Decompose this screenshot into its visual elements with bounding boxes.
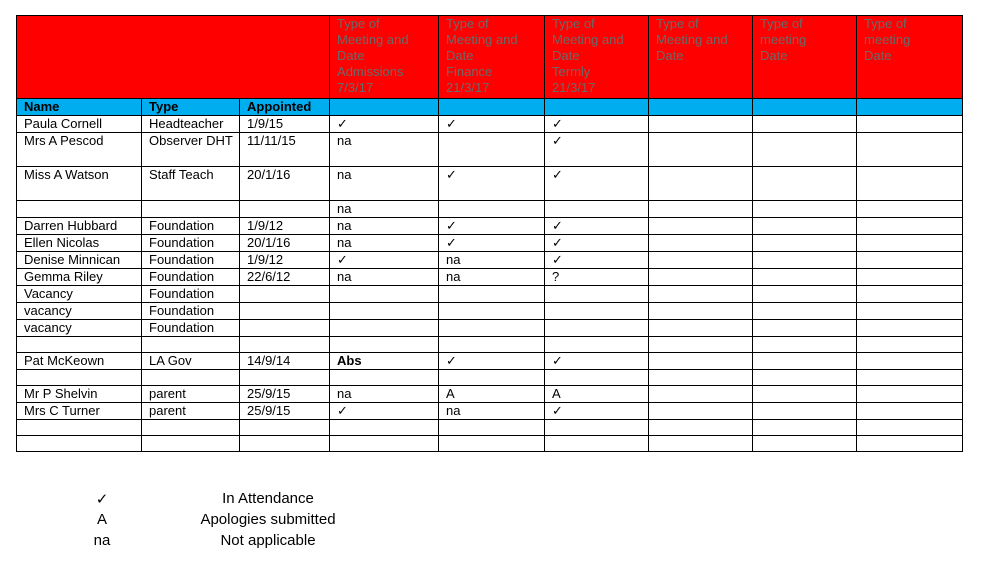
meeting-3-cell xyxy=(545,420,649,436)
meeting-4-cell xyxy=(649,370,753,386)
meeting-1-cell: na xyxy=(330,235,439,252)
name-cell: Mr P Shelvin xyxy=(17,386,142,403)
name-cell xyxy=(17,370,142,386)
table-row xyxy=(17,353,963,370)
legend-meaning-not-applicable: Not applicable xyxy=(220,532,316,549)
meeting-2-cell xyxy=(439,436,545,452)
meeting-3-cell: ✓ xyxy=(545,353,649,370)
column-header-row xyxy=(17,99,963,116)
table-row xyxy=(17,167,963,201)
legend-symbol-not-applicable: na xyxy=(93,532,111,549)
meeting-2-cell: ✓ xyxy=(439,218,545,235)
meeting-5-cell xyxy=(753,201,857,218)
meeting-2-cell: na xyxy=(439,269,545,286)
meeting-3-cell: ✓ xyxy=(545,133,649,167)
type-cell xyxy=(142,436,240,452)
meeting-2-cell xyxy=(439,201,545,218)
type-cell: Foundation xyxy=(142,252,240,269)
type-cell xyxy=(142,420,240,436)
meeting-3-cell xyxy=(545,201,649,218)
name-cell: Ellen Nicolas xyxy=(17,235,142,252)
meeting-6-cell xyxy=(857,218,963,235)
meeting-6-cell xyxy=(857,269,963,286)
meeting-6-cell xyxy=(857,167,963,201)
legend-symbol-apologies: A xyxy=(96,511,107,528)
meeting-2-cell: ✓ xyxy=(439,235,545,252)
meeting-5-cell xyxy=(753,116,857,133)
table-row xyxy=(17,252,963,269)
appointed-cell: 25/9/15 xyxy=(240,386,330,403)
appointed-cell xyxy=(240,420,330,436)
type-cell xyxy=(142,201,240,218)
meeting-5-cell xyxy=(753,337,857,353)
name-cell xyxy=(17,201,142,218)
meeting-1-cell: na xyxy=(330,133,439,167)
meeting-3-cell: A xyxy=(545,386,649,403)
meeting-3-cell xyxy=(545,370,649,386)
appointed-cell xyxy=(240,303,330,320)
name-cell: Vacancy xyxy=(17,286,142,303)
meeting-2-cell: ✓ xyxy=(439,353,545,370)
type-cell: Foundation xyxy=(142,235,240,252)
name-cell: Darren Hubbard xyxy=(17,218,142,235)
meeting-2-cell: ✓ xyxy=(439,116,545,133)
meeting-6-cell xyxy=(857,353,963,370)
appointed-cell: 22/6/12 xyxy=(240,269,330,286)
name-cell xyxy=(17,337,142,353)
meeting-1-cell xyxy=(330,286,439,303)
meeting-2-cell xyxy=(439,370,545,386)
column-header-type: Type xyxy=(142,99,240,116)
appointed-cell: 20/1/16 xyxy=(240,235,330,252)
meeting-5-cell xyxy=(753,403,857,420)
meeting-header-3: Type of Meeting and Date Termly 21/3/17 xyxy=(545,16,649,99)
meeting-6-cell xyxy=(857,386,963,403)
type-cell: Staff Teach xyxy=(142,167,240,201)
meeting-6-cell xyxy=(857,320,963,337)
column-header-appointed: Appointed xyxy=(240,99,330,116)
meeting-5-cell xyxy=(753,436,857,452)
meeting-1-cell: na xyxy=(330,269,439,286)
meeting-4-cell xyxy=(649,386,753,403)
meeting-1-cell: na xyxy=(330,386,439,403)
name-cell: Mrs A Pescod xyxy=(17,133,142,167)
meeting-3-cell: ✓ xyxy=(545,116,649,133)
meeting-2-cell: na xyxy=(439,403,545,420)
appointed-cell: 1/9/12 xyxy=(240,252,330,269)
legend-meaning-attendance: In Attendance xyxy=(222,490,314,507)
attendance-table xyxy=(16,15,963,452)
name-cell: Pat McKeown xyxy=(17,353,142,370)
meeting-4-cell xyxy=(649,235,753,252)
table-row xyxy=(17,436,963,452)
name-cell: Denise Minnican xyxy=(17,252,142,269)
meeting-header-6: Type of meeting Date xyxy=(857,16,963,99)
meeting-3-cell xyxy=(545,436,649,452)
meeting-5-cell xyxy=(753,252,857,269)
meeting-header-4: Type of Meeting and Date xyxy=(649,16,753,99)
type-cell: Foundation xyxy=(142,218,240,235)
meeting-2-cell xyxy=(439,286,545,303)
meeting-3-cell xyxy=(545,337,649,353)
meeting-4-cell xyxy=(649,320,753,337)
meeting-4-cell xyxy=(649,303,753,320)
meeting-header-2: Type of Meeting and Date Finance 21/3/17 xyxy=(439,16,545,99)
meeting-3-cell xyxy=(545,320,649,337)
type-cell: parent xyxy=(142,403,240,420)
meeting-6-cell xyxy=(857,116,963,133)
meeting-1-cell: ✓ xyxy=(330,252,439,269)
meeting-3-cell: ✓ xyxy=(545,235,649,252)
table-row xyxy=(17,420,963,436)
type-cell xyxy=(142,337,240,353)
appointed-cell: 11/11/15 xyxy=(240,133,330,167)
table-row xyxy=(17,386,963,403)
appointed-cell xyxy=(240,370,330,386)
meeting-5-cell xyxy=(753,353,857,370)
type-cell: LA Gov xyxy=(142,353,240,370)
meeting-5-cell xyxy=(753,269,857,286)
name-cell: Paula Cornell xyxy=(17,116,142,133)
type-cell xyxy=(142,370,240,386)
table-row xyxy=(17,337,963,353)
table-row xyxy=(17,286,963,303)
table-row xyxy=(17,320,963,337)
legend-symbol-attendance: ✓ xyxy=(95,491,109,508)
meeting-4-cell xyxy=(649,403,753,420)
meeting-4-cell xyxy=(649,116,753,133)
meeting-2-cell: A xyxy=(439,386,545,403)
meeting-6-cell xyxy=(857,337,963,353)
meeting-6-cell xyxy=(857,201,963,218)
meeting-1-cell xyxy=(330,320,439,337)
table-row xyxy=(17,235,963,252)
meeting-header-5: Type of meeting Date xyxy=(753,16,857,99)
meeting-4-cell xyxy=(649,420,753,436)
meeting-header-1: Type of Meeting and Date Admissions 7/3/17 xyxy=(330,16,439,99)
meeting-3-cell xyxy=(545,286,649,303)
meeting-3-cell: ✓ xyxy=(545,167,649,201)
header-blank-cell xyxy=(17,16,330,99)
meeting-1-cell xyxy=(330,303,439,320)
meeting-1-cell: Abs xyxy=(330,353,439,370)
appointed-cell xyxy=(240,201,330,218)
meeting-6-cell xyxy=(857,286,963,303)
meeting-6-cell xyxy=(857,370,963,386)
meeting-1-cell: ✓ xyxy=(330,403,439,420)
meeting-1-cell xyxy=(330,337,439,353)
meeting-2-cell: ✓ xyxy=(439,167,545,201)
type-cell: Foundation xyxy=(142,269,240,286)
table-row xyxy=(17,403,963,420)
meeting-6-cell xyxy=(857,436,963,452)
meeting-5-cell xyxy=(753,303,857,320)
meeting-4-cell xyxy=(649,218,753,235)
meeting-6-cell xyxy=(857,403,963,420)
type-cell: Foundation xyxy=(142,286,240,303)
meeting-4-cell xyxy=(649,133,753,167)
meeting-5-cell xyxy=(753,286,857,303)
meeting-4-cell xyxy=(649,353,753,370)
appointed-cell xyxy=(240,320,330,337)
type-cell: parent xyxy=(142,386,240,403)
meeting-3-cell: ? xyxy=(545,269,649,286)
appointed-cell: 20/1/16 xyxy=(240,167,330,201)
meeting-4-cell xyxy=(649,201,753,218)
meeting-5-cell xyxy=(753,370,857,386)
meeting-5-cell xyxy=(753,420,857,436)
meeting-6-cell xyxy=(857,133,963,167)
name-cell xyxy=(17,420,142,436)
meeting-6-cell xyxy=(857,303,963,320)
table-row xyxy=(17,133,963,167)
appointed-cell xyxy=(240,286,330,303)
name-cell: Gemma Riley xyxy=(17,269,142,286)
name-cell xyxy=(17,436,142,452)
meeting-2-cell xyxy=(439,303,545,320)
meeting-1-cell xyxy=(330,436,439,452)
meeting-2-cell xyxy=(439,337,545,353)
appointed-cell: 14/9/14 xyxy=(240,353,330,370)
meeting-5-cell xyxy=(753,386,857,403)
table-row xyxy=(17,370,963,386)
meeting-4-cell xyxy=(649,252,753,269)
name-cell: Mrs C Turner xyxy=(17,403,142,420)
name-cell: vacancy xyxy=(17,320,142,337)
meeting-6-cell xyxy=(857,420,963,436)
name-cell: Miss A Watson xyxy=(17,167,142,201)
appointed-cell: 25/9/15 xyxy=(240,403,330,420)
appointed-cell xyxy=(240,436,330,452)
meeting-1-cell: na xyxy=(330,201,439,218)
meeting-1-cell: na xyxy=(330,167,439,201)
column-header-name: Name xyxy=(17,99,142,116)
meeting-2-cell xyxy=(439,133,545,167)
meeting-header-row xyxy=(17,16,963,99)
meeting-6-cell xyxy=(857,252,963,269)
meeting-2-cell: na xyxy=(439,252,545,269)
meeting-3-cell: ✓ xyxy=(545,403,649,420)
meeting-6-cell xyxy=(857,235,963,252)
type-cell: Foundation xyxy=(142,320,240,337)
meeting-4-cell xyxy=(649,286,753,303)
meeting-3-cell xyxy=(545,303,649,320)
meeting-5-cell xyxy=(753,133,857,167)
table-row xyxy=(17,218,963,235)
meeting-4-cell xyxy=(649,167,753,201)
appointed-cell xyxy=(240,337,330,353)
appointed-cell: 1/9/12 xyxy=(240,218,330,235)
meeting-5-cell xyxy=(753,167,857,201)
meeting-3-cell: ✓ xyxy=(545,252,649,269)
meeting-5-cell xyxy=(753,235,857,252)
meeting-1-cell: ✓ xyxy=(330,116,439,133)
governor-rows xyxy=(17,116,963,452)
meeting-5-cell xyxy=(753,218,857,235)
meeting-2-cell xyxy=(439,320,545,337)
meeting-4-cell xyxy=(649,436,753,452)
meeting-1-cell xyxy=(330,420,439,436)
table-row xyxy=(17,303,963,320)
type-cell: Foundation xyxy=(142,303,240,320)
name-cell: vacancy xyxy=(17,303,142,320)
table-row xyxy=(17,201,963,218)
legend-meaning-apologies: Apologies submitted xyxy=(200,511,336,528)
meeting-4-cell xyxy=(649,269,753,286)
appointed-cell: 1/9/15 xyxy=(240,116,330,133)
meeting-1-cell xyxy=(330,370,439,386)
table-row xyxy=(17,116,963,133)
meeting-4-cell xyxy=(649,337,753,353)
meeting-5-cell xyxy=(753,320,857,337)
table-row xyxy=(17,269,963,286)
type-cell: Headteacher xyxy=(142,116,240,133)
type-cell: Observer DHT xyxy=(142,133,240,167)
meeting-2-cell xyxy=(439,420,545,436)
meeting-1-cell: na xyxy=(330,218,439,235)
meeting-3-cell: ✓ xyxy=(545,218,649,235)
